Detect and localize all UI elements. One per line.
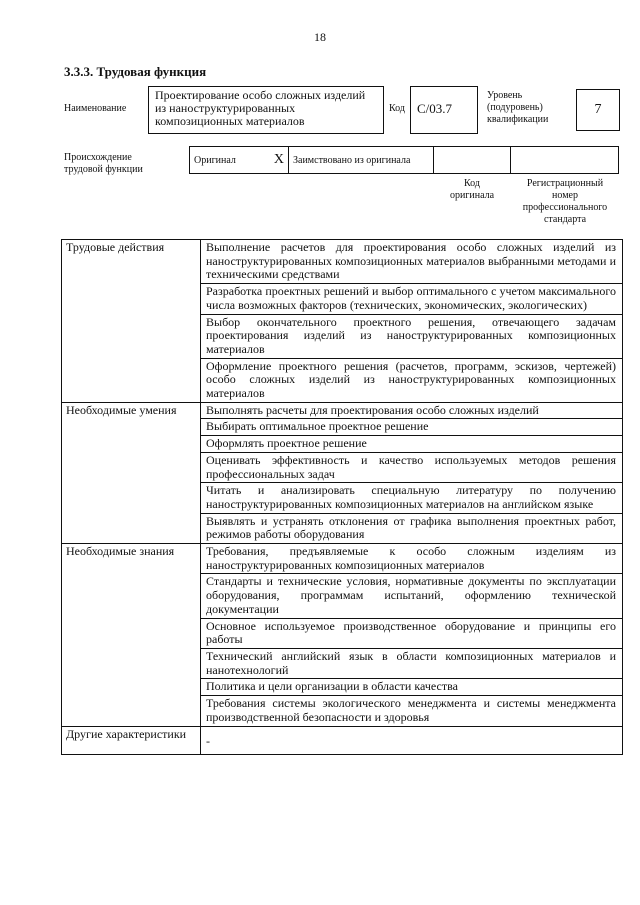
category-labor-actions: Трудовые действия	[62, 240, 201, 403]
list-item: Основное используемое производственное оборудование и принципы его работы	[201, 619, 622, 649]
category-required-skills: Необходимые умения	[62, 402, 201, 543]
list-item: Требования, предъявляемые к особо сложным изделиям из наноструктурированных композиционных материалов	[201, 544, 622, 574]
code-label: Код	[389, 103, 405, 114]
original-mark: X	[273, 152, 284, 167]
items-cell	[201, 240, 623, 403]
origin-label-line: Происхождение	[64, 152, 132, 163]
caption-line: Код	[464, 178, 480, 189]
level-label-line: (подуровень)	[487, 102, 543, 113]
origin-row	[190, 146, 619, 174]
list-item: Читать и анализировать специальную литературу по получению наноструктурированных композиционных материалов на английском языке	[201, 483, 622, 513]
list-item: -	[206, 733, 210, 748]
original-code-cell	[433, 146, 511, 174]
list-item: Технический английский язык в области композиционных материалов и нанотехнологий	[201, 649, 622, 679]
list-item: Требования системы экологического менеджмента и системы менеджмента производственной безопасности и здоровья	[206, 696, 616, 724]
list-item: Выполнять расчеты для проектирования особо сложных изделий	[201, 403, 622, 420]
table-row	[62, 726, 623, 755]
list-item: Оценивать эффективность и качество используемых методов решения профессиональных задач	[201, 453, 622, 483]
origin-original-cell	[189, 146, 289, 174]
page-number: 18	[314, 30, 326, 44]
name-label: Наименование	[64, 103, 127, 114]
origin-label	[64, 152, 143, 176]
list-item: Выполнение расчетов для проектирования особо сложных изделий из наноструктурированных композиционных материалов выбранными методами и техническими средствами	[201, 240, 622, 284]
list-item: Выявлять и устранять отклонения от графика выполнения проектных работ, режимов работы оборудования	[206, 513, 616, 542]
category-other-characteristics: Другие характеристики	[62, 726, 201, 755]
function-name: Проектирование особо сложных изделий из наноструктурированных композиционных материалов	[148, 86, 384, 134]
level-label-line: Уровень	[487, 90, 523, 101]
list-item: Стандарты и технические условия, нормативные документы по эксплуатации оборудования, программам испытаний, оформлению технической документации	[201, 574, 622, 618]
function-code: С/03.7	[410, 86, 478, 134]
origin-label-line: трудовой функции	[64, 164, 143, 175]
level-label-line: квалификации	[487, 114, 549, 125]
reg-number-caption	[510, 178, 620, 226]
qualification-level-label	[487, 90, 548, 126]
category-required-knowledge: Необходимые знания	[62, 544, 201, 726]
reg-number-cell	[510, 146, 619, 174]
list-item: Политика и цели организации в области качества	[201, 679, 622, 696]
original-label: Оригинал	[194, 154, 236, 166]
origin-borrowed-cell: Заимствовано из оригинала	[288, 146, 434, 174]
list-item: Выбор окончательного проектного решения, отвечающего задачам проектирования изделий из наноструктурированных композиционных материалов	[201, 315, 622, 359]
qualification-level: 7	[576, 89, 620, 131]
items-cell	[201, 726, 623, 755]
caption-line: оригинала	[449, 190, 495, 201]
list-item: Оформлять проектное решение	[201, 436, 622, 453]
list-item: Разработка проектных решений и выбор оптимального с учетом максимального числа возможных факторов (технических, экономических, экологических)	[201, 284, 622, 314]
list-item: Выбирать оптимальное проектное решение	[201, 419, 622, 436]
items-cell	[201, 544, 623, 726]
caption-line: Регистрационный	[526, 178, 604, 189]
caption-line: номер	[552, 190, 578, 201]
list-item: Оформление проектного решения (расчетов, программ, эскизов, чертежей) особо сложных изделий из наноструктурированных композиционных материалов	[206, 358, 616, 401]
table-row	[62, 544, 623, 726]
table-row	[62, 402, 623, 543]
section-title: 3.3.3. Трудовая функция	[64, 64, 207, 79]
caption-line: профессионального	[522, 202, 608, 213]
function-details-table	[61, 239, 623, 755]
items-cell	[201, 402, 623, 543]
table-row	[62, 240, 623, 403]
caption-line: стандарта	[543, 214, 587, 225]
original-code-caption	[432, 178, 512, 202]
